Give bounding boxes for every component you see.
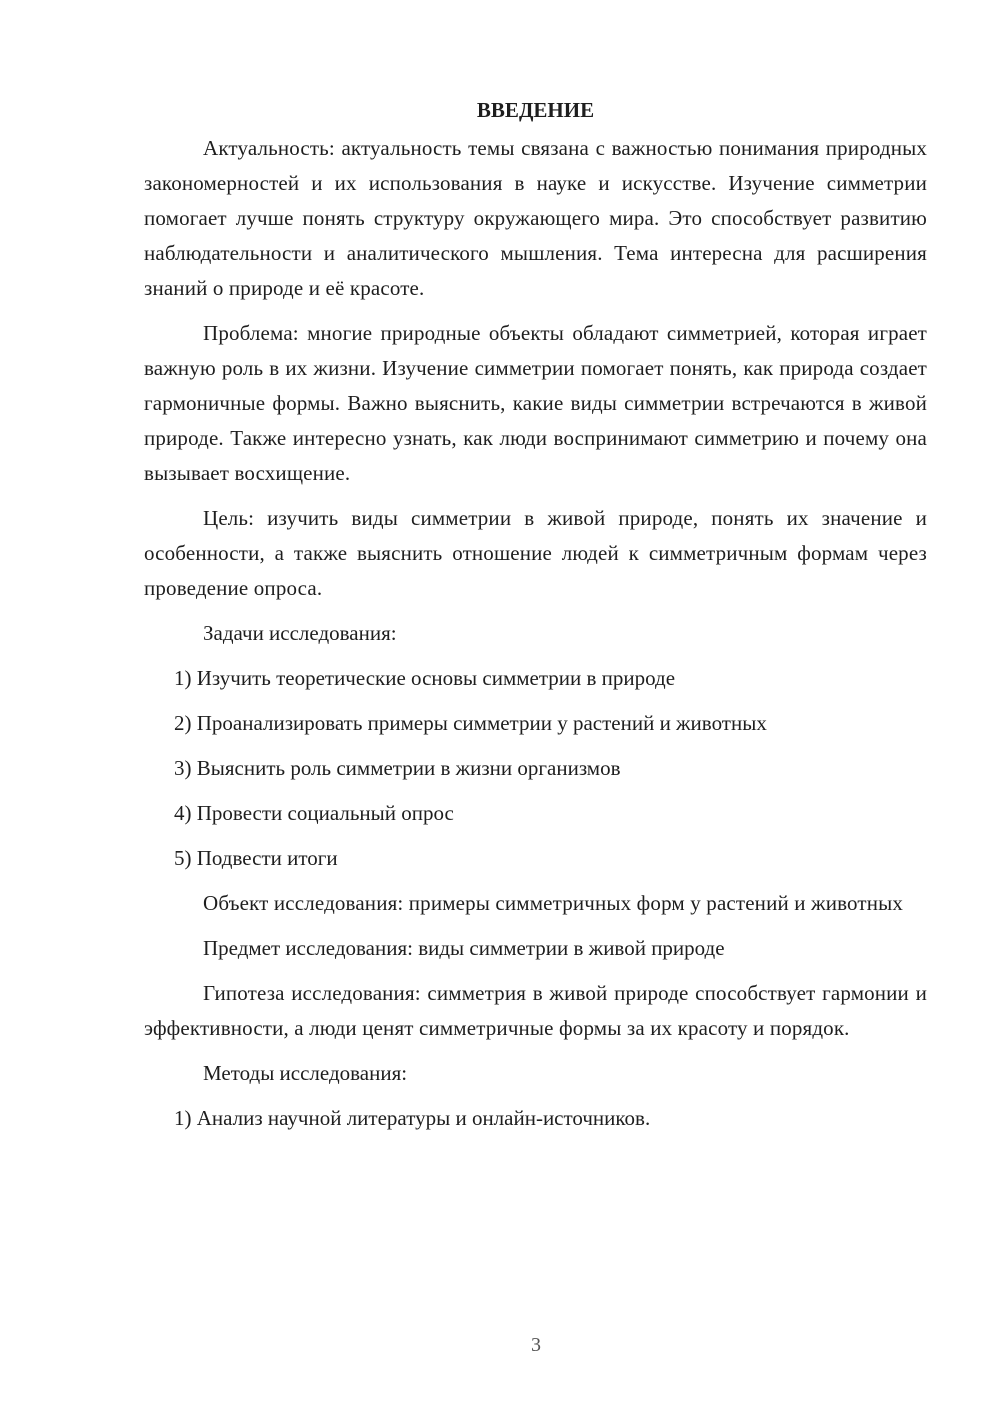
list-item: 1) Изучить теоретические основы симметрии в природе <box>174 666 676 690</box>
list-item: 2) Проанализировать примеры симметрии у растений и животных <box>174 711 767 735</box>
methods-list <box>144 1101 927 1136</box>
page-number: 3 <box>531 1334 541 1356</box>
object-paragraph: Объект исследования: примеры симметричных форм у растений и животных <box>203 891 904 915</box>
hypothesis-paragraph: Гипотеза исследования: симметрия в живой природе способствует гармонии и эффективности, а люди ценят симметричные формы за их красоту и порядок. <box>144 981 927 1040</box>
tasks-label: Задачи исследования: <box>203 621 397 645</box>
methods-label: Методы исследования: <box>203 1061 408 1085</box>
section-heading: ВВЕДЕНИЕ <box>476 98 595 122</box>
list-item: 3) Выяснить роль симметрии в жизни организмов <box>174 756 621 780</box>
list-item: 5) Подвести итоги <box>174 846 338 870</box>
goal-paragraph: Цель: изучить виды симметрии в живой природе, понять их значение и особенности, а также выяснить отношение людей к симметричным формам через проведение опроса. <box>144 506 927 600</box>
subject-paragraph: Предмет исследования: виды симметрии в живой природе <box>203 936 725 960</box>
tasks-list <box>144 661 927 876</box>
relevance-paragraph: Актуальность: актуальность темы связана с важностью понимания природных закономерностей и их использования в науке и искусстве. Изучение симметрии помогает лучше понять структуру окружающего мира. Это способствует развитию наблюдательности и аналитического мышления. Тема интересна для расширения знаний о природе и её красоте. <box>144 136 927 300</box>
document-page <box>144 92 927 1146</box>
list-item: 1) Анализ научной литературы и онлайн-источников. <box>174 1106 651 1130</box>
problem-paragraph: Проблема: многие природные объекты обладают симметрией, которая играет важную роль в их жизни. Изучение симметрии помогает понять, как природа создает гармоничные формы. Важно выяснить, какие виды симметрии встречаются в живой природе. Также интересно узнать, как люди воспринимают симметрию и почему она вызывает восхищение. <box>144 321 927 485</box>
list-item: 4) Провести социальный опрос <box>174 801 454 825</box>
